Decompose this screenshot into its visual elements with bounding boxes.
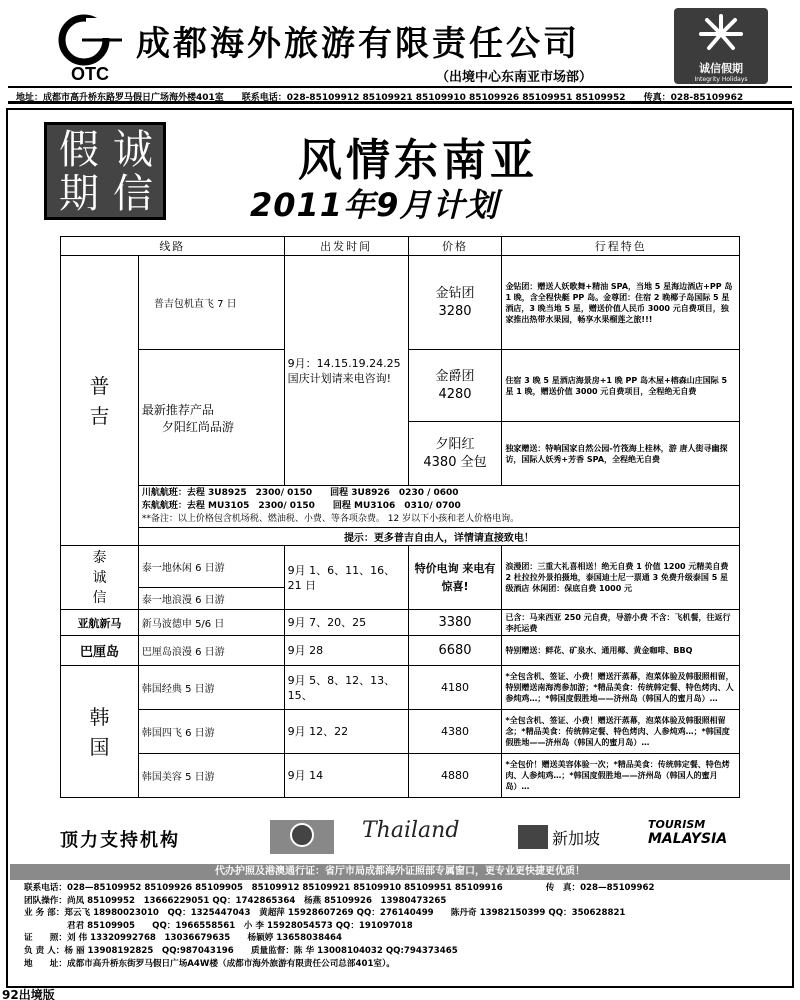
company-name: 成都海外旅游有限责任公司 — [136, 24, 580, 64]
table-row — [61, 528, 740, 546]
features-cell: 已含：马来西亚 250 元自费，导游小费 不含：飞机餐，往返行李托运费 — [502, 610, 740, 636]
contact-line: 地 址：成都市高升桥东街罗马假日广场A4W楼（成都市海外旅游有限责任公司总部401室）。 — [24, 958, 395, 969]
tourism-malaysia-logo: TOURISM MALAYSIA — [648, 818, 728, 847]
table-row — [61, 710, 740, 754]
page-title: 风情东南亚 — [298, 135, 538, 186]
contact-line: 业 务 部：郑云飞 18980023010 QQ：1325447043 黄超萍 15928607269 QQ：276140499 陈丹奇 13982150399 QQ：350628821 — [24, 908, 626, 919]
address-bar: 地址：成都市高升桥东路罗马假日广场海外楼401室 联系电话：028-85109912 85109921 85109910 85109926 85109951 85109952 传真：028-85109962 — [8, 86, 792, 104]
header-features: 行程特色 — [502, 237, 740, 256]
route-cell: 泰一地休闲 6 日游 — [138, 546, 284, 588]
dates-cell: 9月 5、8、12、13、15、 — [284, 666, 408, 710]
visa-service-bar: 代办护照及港澳通行证：省厅市局成都海外证照部专属窗口，更专业更快捷更优质！ — [10, 864, 790, 880]
contact-list — [24, 882, 784, 970]
price-cell: 金爵团 4280 — [408, 350, 502, 422]
tour-table — [60, 236, 740, 798]
features-cell: 特别赠送：鲜花、矿泉水、通用椰、黄金咖啡、BBQ — [502, 636, 740, 666]
contact-line: 证 照：刘 伟 13320992768 13036679635 杨颖婷 13658038464 — [24, 933, 343, 944]
price-cell: 特价电询 来电有惊喜! — [408, 546, 502, 610]
route-cell: 泰一地浪漫 6 日游 — [138, 588, 284, 610]
region-bali: 巴厘岛 — [61, 636, 139, 666]
flight-info: 川航航班：去程 3U8925 2300/ 0150 回程 3U8926 0230 / 0600 东航航班：去程 MU3105 2300/ 0150 回程 MU3106 0310/ 0700 **备注：以上价格包含机场税、燃油税、小费、等各项杂费。 12 岁以下小孩和老人价格电询。 — [138, 486, 739, 528]
thailand-logo: Thailand — [362, 818, 460, 843]
table-row — [61, 610, 740, 636]
header-price: 价格 — [408, 237, 502, 256]
page-subtitle: 2011年9月计划 — [250, 186, 499, 224]
features-cell: *全包含机、签证、小费！赠送汗蒸幕，泡菜体验及韩服照相留念；*精品美食：传统韩定餐、特色烤肉、人参炖鸡…；*韩国度假胜地——济州岛（韩国人的蜜月岛）… — [502, 710, 740, 754]
dates-cell: 9月 7、20、25 — [284, 610, 408, 636]
features-cell: *全包价！赠送美容体验一次；*精品美食：传统韩定餐、特色烤肉、人参炖鸡…；*韩国度假胜地——济州岛（韩国人的蜜月岛）… — [502, 754, 740, 798]
features-cell: *全包含机、签证、小费！赠送汗蒸幕，泡菜体验及韩服照相留，特别赠送南海湾参加游；*精品美食：传统韩定餐、特色烤肉、人参炖鸡…；*韩国度假胜地——济州岛（韩国人的蜜月岛）… — [502, 666, 740, 710]
features-cell: 独家赠送：特响国家自然公园-竹筏海上桂林，游 唐人街寻幽探访，国际人妖秀+芳香 SPA，全程绝无自费 — [502, 422, 740, 486]
route-cell: 新马波德申 5/6 日 — [138, 610, 284, 636]
seal-logo — [268, 818, 336, 856]
integrity-logo-sub: Integrity Holidays — [694, 76, 748, 83]
singapore-emblem-icon — [518, 825, 548, 849]
price-cell: 4880 — [408, 754, 502, 798]
features-cell: 金钻团：赠送人妖歌舞+精油 SPA，当地 5 星海边酒店+PP 岛 1 晚，含全程快艇 PP 岛。金尊团：住宿 2 晚椰子岛国际 5 星酒店，3 晚当地 5 星，赠送价值人民币 3000 元自费项目，独家推出热带水果园，畅享水果榴莲之旅!!! — [502, 256, 740, 350]
route-cell: 韩国四飞 6 日游 — [138, 710, 284, 754]
dates-cell: 9月 1、6、11、16、21 日 — [284, 546, 408, 610]
dates-cell: 9月：14.15.19.24.25 国庆计划请来电咨询! — [284, 256, 408, 486]
header-departure: 出发时间 — [284, 237, 408, 256]
price-cell: 4180 — [408, 666, 502, 710]
otc-logo — [52, 8, 130, 86]
integrity-holidays-logo — [674, 8, 768, 84]
otc-logo-text: OTC — [71, 64, 109, 84]
route-cell: 普吉包机直飞 7 日 — [138, 256, 284, 350]
table-row — [61, 256, 740, 350]
price-cell: 金钻团 3280 — [408, 256, 502, 350]
dates-cell: 9月 12、22 — [284, 710, 408, 754]
starburst-icon — [691, 12, 751, 56]
department-name: （出境中心东南亚市场部） — [436, 70, 593, 85]
header-route: 线路 — [61, 237, 285, 256]
region-korea: 韩国 — [61, 666, 139, 798]
route-cell: 韩国经典 5 日游 — [138, 666, 284, 710]
contact-line: 联系电话：028—85109952 85109926 85109905 85109912 85109921 85109910 85109951 85109916 传 真：028—85109962 — [24, 883, 655, 893]
features-cell: 住宿 3 晚 5 星酒店海景房+1 晚 PP 岛木屋+榕森山庄国际 5 星 1 晚，赠送价值 3000 元自费项目，全程绝无自费 — [502, 350, 740, 422]
table-row — [61, 666, 740, 710]
table-row — [61, 636, 740, 666]
dates-cell: 9月 14 — [284, 754, 408, 798]
region-thailand: 泰诚信 — [61, 546, 139, 610]
phuket-tip: 提示：更多普吉自由人，详情请直接致电！ — [138, 528, 739, 546]
stamp-char-3: 期 — [59, 171, 99, 217]
price-cell: 夕阳红 4380 全包 — [408, 422, 502, 486]
price-cell: 4380 — [408, 710, 502, 754]
integrity-holiday-stamp — [44, 122, 166, 220]
dates-cell: 9月 28 — [284, 636, 408, 666]
stamp-char-1: 假 — [59, 127, 99, 173]
route-cell: 巴厘岛浪漫 6 日游 — [138, 636, 284, 666]
table-row — [61, 754, 740, 798]
region-malaysia: 亚航新马 — [61, 610, 139, 636]
integrity-logo-text: 诚信假期 — [699, 62, 743, 75]
singapore-logo: 新加坡 — [518, 818, 616, 856]
stamp-char-2: 诚 — [113, 127, 153, 173]
table-row — [61, 486, 740, 528]
table-row — [61, 546, 740, 588]
route-cell: 最新推荐产品 夕阳红尚品游 — [138, 350, 284, 486]
route-cell: 韩国美容 5 日游 — [138, 754, 284, 798]
contact-line: 团队操作：尚凤 85109952 13666229051 QQ：1742865364 杨燕 85109926 13980473265 — [24, 895, 447, 906]
supporters-label: 顶力支持机构 — [60, 830, 180, 851]
table-header-row — [61, 237, 740, 256]
features-cell: 浪漫团：三重大礼喜相送！绝无自费 1 价值 1200 元精美自费 2 杜拉拉外景拍摄地，泰国迪士尼一票通 3 免费升级泰国 5 星级酒店 休闲团：保底自费 1000 元 — [502, 546, 740, 610]
page-footer: 92出境版 — [2, 988, 55, 1000]
price-cell: 3380 — [408, 610, 502, 636]
contact-line: 负 责 人：杨 丽 13908192825 QQ:987043196 质量监督：陈 华 13008104032 QQ:794373465 — [24, 945, 458, 956]
contact-line: 君君 85109905 QQ：1966558561 小 李 15928054573 QQ：191097018 — [24, 920, 413, 931]
price-cell: 6680 — [408, 636, 502, 666]
region-phuket: 普吉 — [61, 256, 139, 546]
stamp-char-4: 信 — [113, 171, 153, 217]
